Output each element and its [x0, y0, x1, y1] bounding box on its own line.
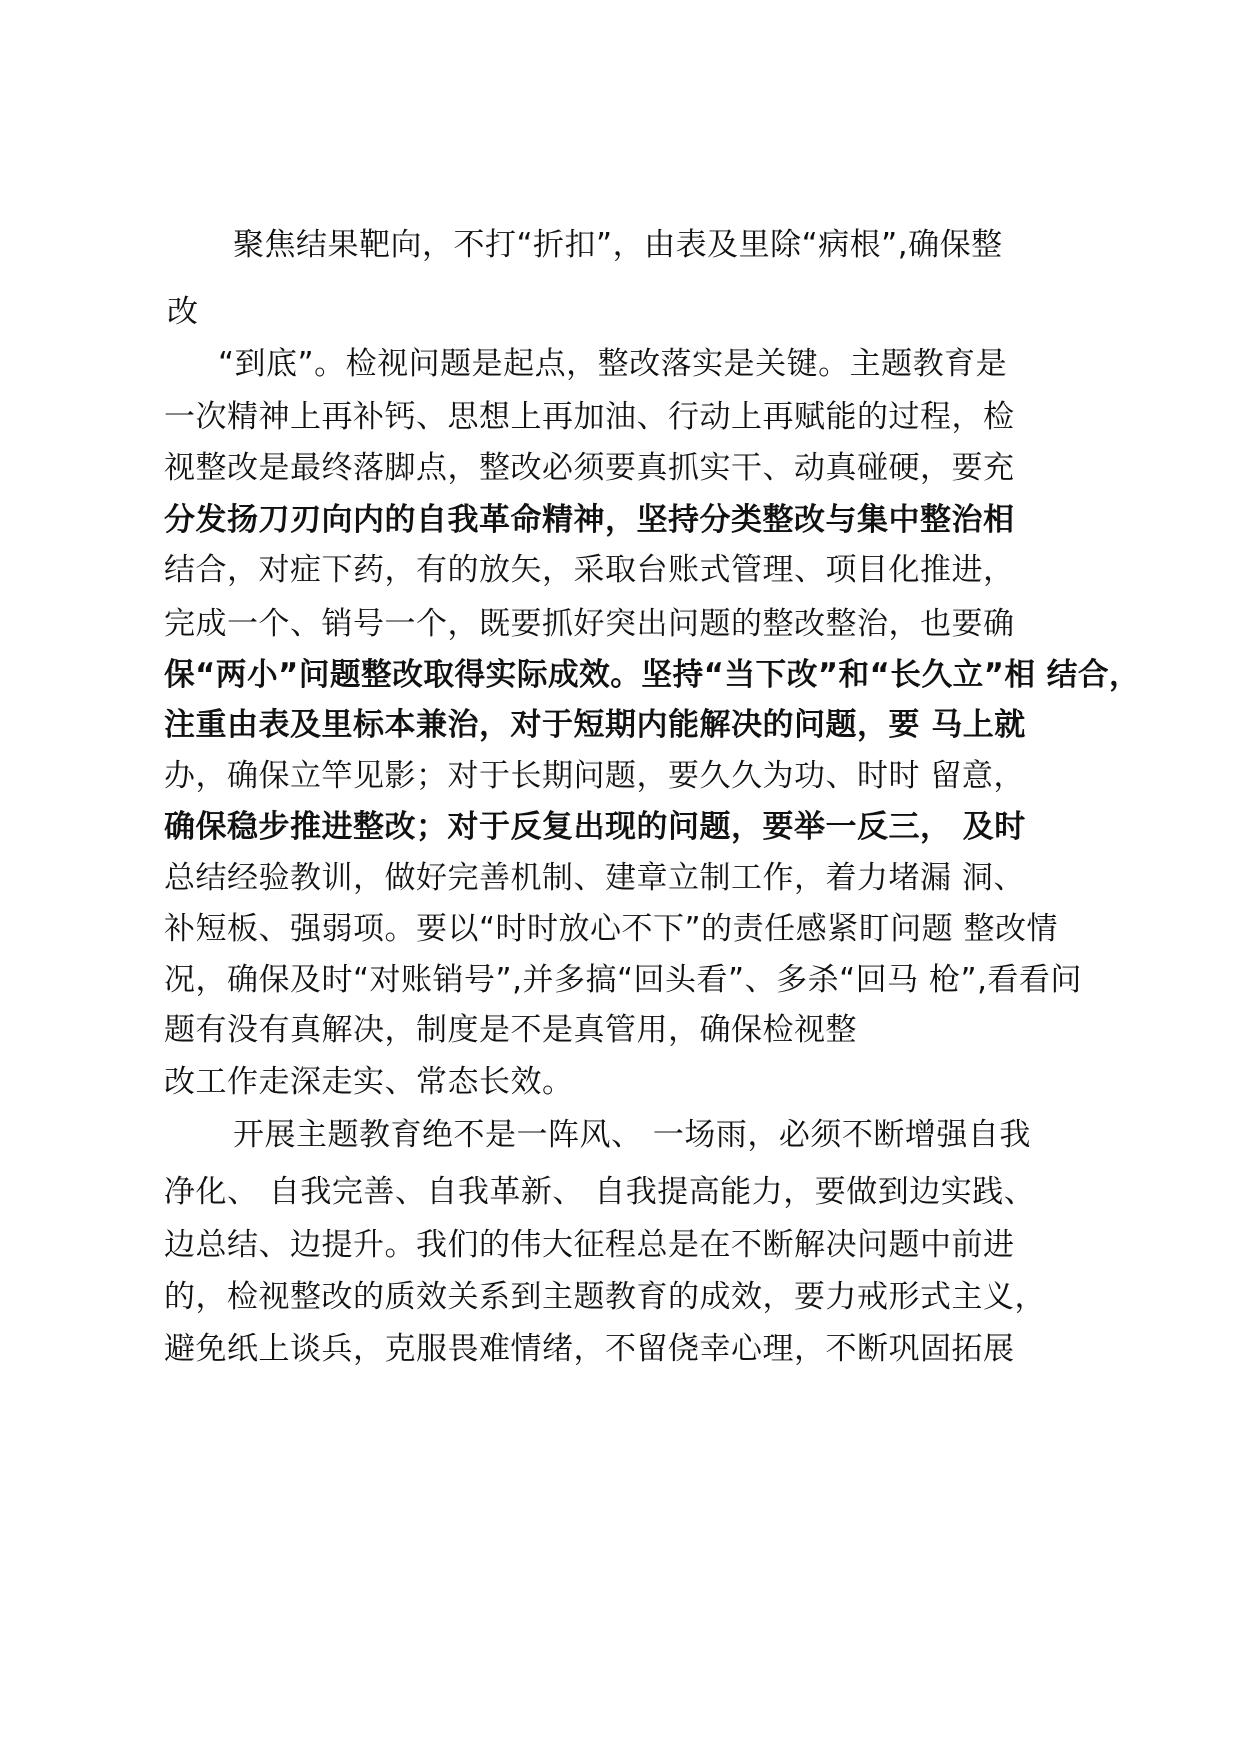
text-line: 避免纸上谈兵，克服畏难情绪，不留侥幸心理，不断巩固拓展 [164, 1331, 1015, 1367]
text-line: 结合，对症下药，有的放矢，采取台账式管理、项目化推进， [164, 552, 1015, 588]
text-line: 视整改是最终落脚点，整改必须要真抓实干、动真碰硬，要充 [164, 450, 1015, 486]
text-line: 聚焦结果靶向，不打“折扣”，由表及里除“病根”,确保整 [233, 227, 1003, 263]
text-line: “到底”。检视问题是起点，整改落实是关键。主题教育是 [218, 346, 1008, 382]
text-line: 总结经验教训，做好完善机制、建章立制工作，着力堵漏 洞、 [164, 860, 1025, 896]
text-line: 办，确保立竿见影；对于长期问题，要久久为功、时时 留意， [164, 758, 1025, 794]
text-line: 净化、 自我完善、自我革新、 自我提高能力，要做到边实践、 [164, 1174, 1036, 1210]
text-line: 完成一个、销号一个，既要抓好突出问题的整改整治，也要确 [164, 606, 1015, 642]
text-line: 保“两小”问题整改取得实际成效。坚持“当下改”和“长久立”相 结合， [164, 657, 1141, 693]
text-line: 确保稳步推进整改；对于反复出现的问题，要举一反三， 及时 [164, 809, 1026, 845]
text-line: 补短板、强弱项。要以“时时放心不下”的责任感紧盯问题 整改情 [164, 911, 1058, 947]
text-line: 一次精神上再补钙、思想上再加油、行动上再赋能的过程，检 [164, 399, 1015, 435]
text-line: 分发扬刀刃向内的自我革命精神，坚持分类整改与集中整治相 [164, 502, 1015, 538]
text-line: 题有没有真解决，制度是不是真管用，确保检视整 [164, 1012, 857, 1048]
text-line: 开展主题教育绝不是一阵风、 一场雨，必须不断增强自我 [233, 1117, 1031, 1153]
text-line: 边总结、边提升。我们的伟大征程总是在不断解决问题中前进 [164, 1227, 1015, 1263]
text-line: 的，检视整改的质效关系到主题教育的成效，要力戒形式主义， [164, 1279, 1046, 1315]
text-line: 改 [167, 294, 199, 330]
text-line: 注重由表及里标本兼治，对于短期内能解决的问题，要 马上就 [164, 707, 1026, 743]
text-line: 改工作走深走实、常态长效。 [164, 1064, 574, 1100]
text-line: 况，确保及时“对账销号”,并多搞“回头看”、多杀“回马 枪”,看看问 [164, 962, 1082, 998]
